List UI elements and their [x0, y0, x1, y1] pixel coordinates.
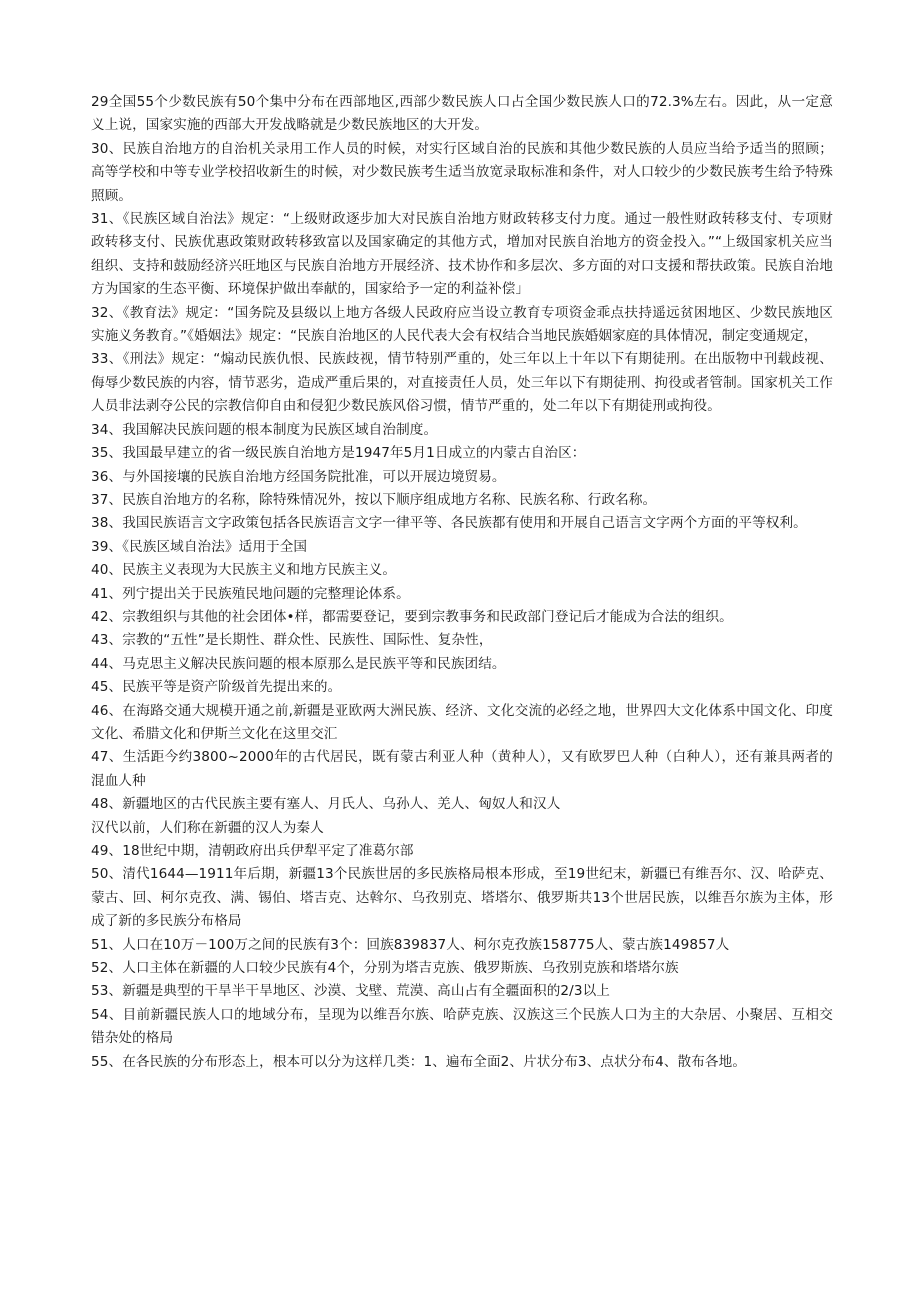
paragraph-43: 43、宗教的“五性”是长期性、群众性、民族性、国际性、复杂性， [91, 632, 493, 649]
paragraph-38: 38、我国民族语言文字政策包括各民族语言文字一律平等、各民族都有使用和开展自己语言文字两个方面的平等权利。 [91, 515, 807, 532]
paragraph-31: 31、《民族区域自治法》规定：“上级财政逐步加大对民族自治地方财政转移支付力度。通过一般性财政转移支付、专项财政转移支付、民族优惠政策财政转移致富以及国家确定的其他方式，增加对民族自治地方的资金投入。”“上级国家机关应当组织、支持和鼓励经济兴旺地区与民族自治地方开展经济、技术协作和多层次、多方面的对口支援和帮扶政策。民族自治地方为国家的生态平衡、环境保护做出奉献的，国家给予一定的利益补偿」 [91, 211, 833, 298]
document-body [91, 91, 833, 1074]
paragraph-42: 42、宗教组织与其他的社会团体•样，都需要登记，要到宗教事务和民政部门登记后才能成为合法的组织。 [91, 608, 733, 625]
paragraph-44: 44、马克思主义解决民族问题的根本原那么是民族平等和民族团结。 [91, 655, 506, 672]
paragraph-33: 33、《刑法》规定：“煽动民族仇恨、民族歧视，情节特别严重的，处三年以上十年以下有期徒刑。在出版物中刊载歧视、侮辱少数民族的内容，情节恶劣，造成严重后果的，对直接责任人员，处三年以下有期徒刑、拘役或者管制。国家机关工作人员非法剥夺公民的宗教信仰自由和侵犯少数民族风俗习惯，情节严重的，处二年以下有期徒刑或拘役。 [91, 351, 833, 415]
paragraph-48-note: 汉代以前，人们称在新疆的汉人为秦人 [91, 819, 324, 836]
paragraph-46: 46、在海路交通大规模开通之前,新疆是亚欧两大洲民族、经济、文化交流的必经之地，世界四大文化体系中国文化、印度文化、希腊文化和伊斯兰文化在这里交汇 [91, 702, 833, 742]
paragraph-47: 47、生活距今约3800~2000年的古代居民，既有蒙古利亚人种（黄种人），又有欧罗巴人种（白种人），还有兼具两者的混血人种 [91, 749, 833, 789]
paragraph-52: 52、人口主体在新疆的人口较少民族有4个，分别为塔吉克族、俄罗斯族、乌孜别克族和塔塔尔族 [91, 960, 679, 977]
paragraph-49: 49、18世纪中期，清朝政府出兵伊犁平定了准葛尔部 [91, 843, 414, 859]
paragraph-41: 41、列宁提出关于民族殖民地问题的完整理论体系。 [91, 585, 410, 602]
paragraph-36: 36、与外国接壤的民族自治地方经国务院批准，可以开展边境贸易。 [91, 468, 506, 485]
paragraph-51: 51、人口在10万－100万之间的民族有3个：回族839837人、柯尔克孜族158775人、蒙古族149857人 [91, 936, 730, 953]
paragraph-39: 39、《民族区域自治法》适用于全国 [91, 538, 308, 555]
paragraph-53: 53、新疆是典型的干旱半干旱地区、沙漠、戈壁、荒漠、高山占有全疆面积的2/3以上 [91, 983, 610, 1000]
paragraph-40: 40、民族主义表现为大民族主义和地方民族主义。 [91, 562, 397, 579]
paragraph-55: 55、在各民族的分布形态上，根本可以分为这样几类：1、遍布全面2、片状分布3、点状分布4、散布各地。 [91, 1053, 747, 1070]
paragraph-48: 48、新疆地区的古代民族主要有塞人、月氏人、乌孙人、羌人、匈奴人和汉人 [91, 796, 561, 813]
paragraph-45: 45、民族平等是资产阶级首先提出来的。 [91, 679, 342, 696]
paragraph-32: 32、《教育法》规定：“国务院及县级以上地方各级人民政府应当设立教育专项资金乖点扶持遥远贫困地区、少数民族地区实施义务教育。”《婚姻法》规定：“民族自治地区的人民代表大会有权结合当地民族婚姻家庭的具体情况，制定变通规定， [91, 304, 833, 345]
paragraph-50: 50、清代1644—1911年后期，新疆13个民族世居的多民族格局根本形成，至19世纪末，新疆已有维吾尔、汉、哈萨克、蒙古、回、柯尔克孜、满、锡伯、塔吉克、达斡尔、乌孜别克、塔塔尔、俄罗斯共13个世居民族，以维吾尔族为主体，形成了新的多民族分布格局 [91, 866, 833, 930]
paragraph-34: 34、我国解决民族问题的根本制度为民族区域自治制度。 [91, 421, 438, 438]
paragraph-29: 29全国55个少数民族有50个集中分布在西部地区,西部少数民族人口占全国少数民族人口的72.3%左右。因此，从一定意义上说，国家实施的西部大开发战略就是少数民族地区的大开发。 [91, 94, 833, 134]
paragraph-35: 35、我国最早建立的省一级民族自治地方是1947年5月1日成立的内蒙古自治区： [91, 445, 586, 462]
paragraph-54: 54、目前新疆民族人口的地域分布，呈现为以维吾尔族、哈萨克族、汉族这三个民族人口为主的大杂居、小聚居、互相交错杂处的格局 [91, 1006, 833, 1047]
paragraph-37: 37、民族自治地方的名称，除特殊情况外，按以下顺序组成地方名称、民族名称、行政名称。 [91, 491, 657, 508]
paragraph-30: 30、民族自治地方的自治机关录用工作人员的时候，对实行区域自治的民族和其他少数民族的人员应当给予适当的照顾；高等学校和中等专业学校招收新生的时候，对少数民族考生适当放宽录取标准和条件，对人口较少的少数民族考生给予特殊照顾。 [91, 140, 833, 204]
